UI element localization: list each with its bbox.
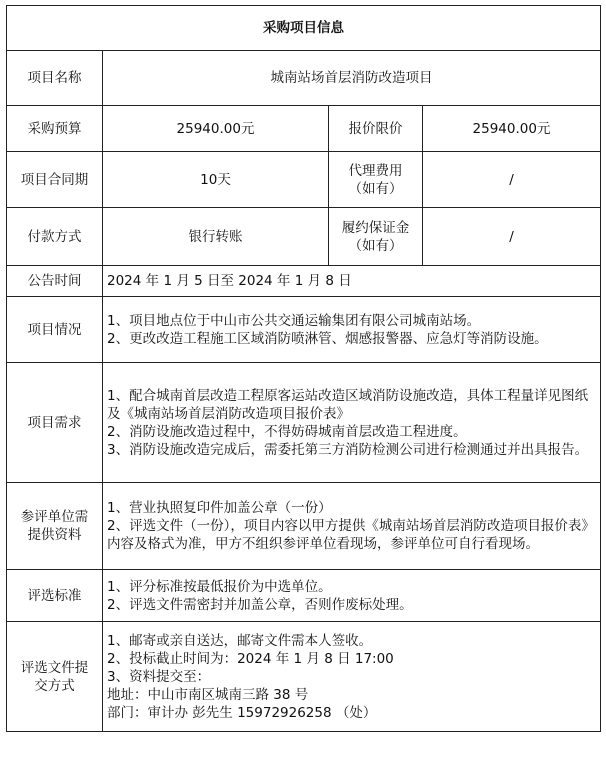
criteria-line: 1、评分标准按最低报价为中选单位。 — [107, 578, 332, 595]
required-materials-label-line-1: 参评单位需 — [20, 509, 89, 525]
project-name-label: 项目名称 — [7, 51, 103, 106]
agency-fee-label-line-2: （如有） — [348, 180, 403, 197]
performance-bond-value: / — [423, 208, 601, 266]
project-situation-label: 项目情况 — [7, 297, 103, 363]
payment-method-value: 银行转账 — [103, 208, 329, 266]
contract-period-value: 10天 — [103, 152, 329, 208]
agency-fee-value: / — [423, 152, 601, 208]
evaluation-criteria-label: 评选标准 — [7, 570, 103, 622]
price-limit-value: 25940.00元 — [423, 106, 601, 152]
material-line: 2、评选文件（一份），项目内容以甲方提供《城南站场首层消防改造项目报价表》内容及格式为准，甲方不组织参评单位看现场，参评单位可自行看现场。 — [107, 518, 595, 552]
payment-method-label: 付款方式 — [7, 208, 103, 266]
project-situation-value — [103, 297, 601, 363]
performance-bond-label-line-1: 履约保证金 — [341, 219, 410, 236]
submission-line: 3、资料提交至： — [107, 668, 211, 685]
agency-fee-label — [329, 152, 423, 208]
submission-method-label — [7, 622, 103, 732]
requirement-line: 3、消防设施改造完成后，需委托第三方消防检测公司进行检测通过并出具报告。 — [107, 441, 589, 458]
requirement-line: 2、消防设施改造过程中，不得妨碍城南首层改造工程进度。 — [107, 423, 467, 440]
submission-line: 1、邮寄或亲自送达，邮寄文件需本人签收。 — [107, 632, 373, 649]
table-title: 采购项目信息 — [7, 6, 601, 51]
submission-method-value — [103, 622, 601, 732]
budget-value: 25940.00元 — [103, 106, 329, 152]
agency-fee-label-line-1: 代理费用 — [348, 162, 403, 179]
submission-line: 部门：审计办 彭先生 15972926258 （处） — [107, 704, 377, 721]
situation-line: 1、项目地点位于中山市公共交通运输集团有限公司城南站场。 — [107, 312, 481, 329]
announce-time-value: 2024 年 1 月 5 日至 2024 年 1 月 8 日 — [103, 266, 601, 297]
evaluation-criteria-value — [103, 570, 601, 622]
criteria-line: 2、评选文件需密封并加盖公章，否则作废标处理。 — [107, 596, 413, 613]
performance-bond-label — [329, 208, 423, 266]
required-materials-label — [7, 483, 103, 570]
required-materials-label-line-2: 提供资料 — [27, 527, 82, 543]
situation-line: 2、更改改造工程施工区域消防喷淋管、烟感报警器、应急灯等消防设施。 — [107, 330, 548, 347]
budget-label: 采购预算 — [7, 106, 103, 152]
project-name-value: 城南站场首层消防改造项目 — [103, 51, 601, 106]
requirement-line: 1、配合城南首层改造工程原客运站改造区域消防设施改造，具体工程量详见图纸及《城南站场首层消防改造项目报价表》 — [107, 387, 589, 422]
submission-line: 2、投标截止时间为：2024 年 1 月 8 日 17:00 — [107, 650, 394, 667]
project-requirements-value — [103, 363, 601, 483]
submission-method-label-line-2: 交方式 — [34, 677, 75, 694]
performance-bond-label-line-2: （如有） — [348, 237, 403, 254]
required-materials-value — [103, 483, 601, 570]
announce-time-label: 公告时间 — [7, 266, 103, 297]
contract-period-label: 项目合同期 — [7, 152, 103, 208]
procurement-info-table — [6, 5, 601, 732]
material-line: 1、营业执照复印件加盖公章（一份） — [107, 500, 332, 516]
price-limit-label: 报价限价 — [329, 106, 423, 152]
project-requirements-label: 项目需求 — [7, 363, 103, 483]
submission-line: 地址：中山市南区城南三路 38 号 — [107, 686, 309, 703]
submission-method-label-line-1: 评选文件提 — [20, 659, 89, 676]
